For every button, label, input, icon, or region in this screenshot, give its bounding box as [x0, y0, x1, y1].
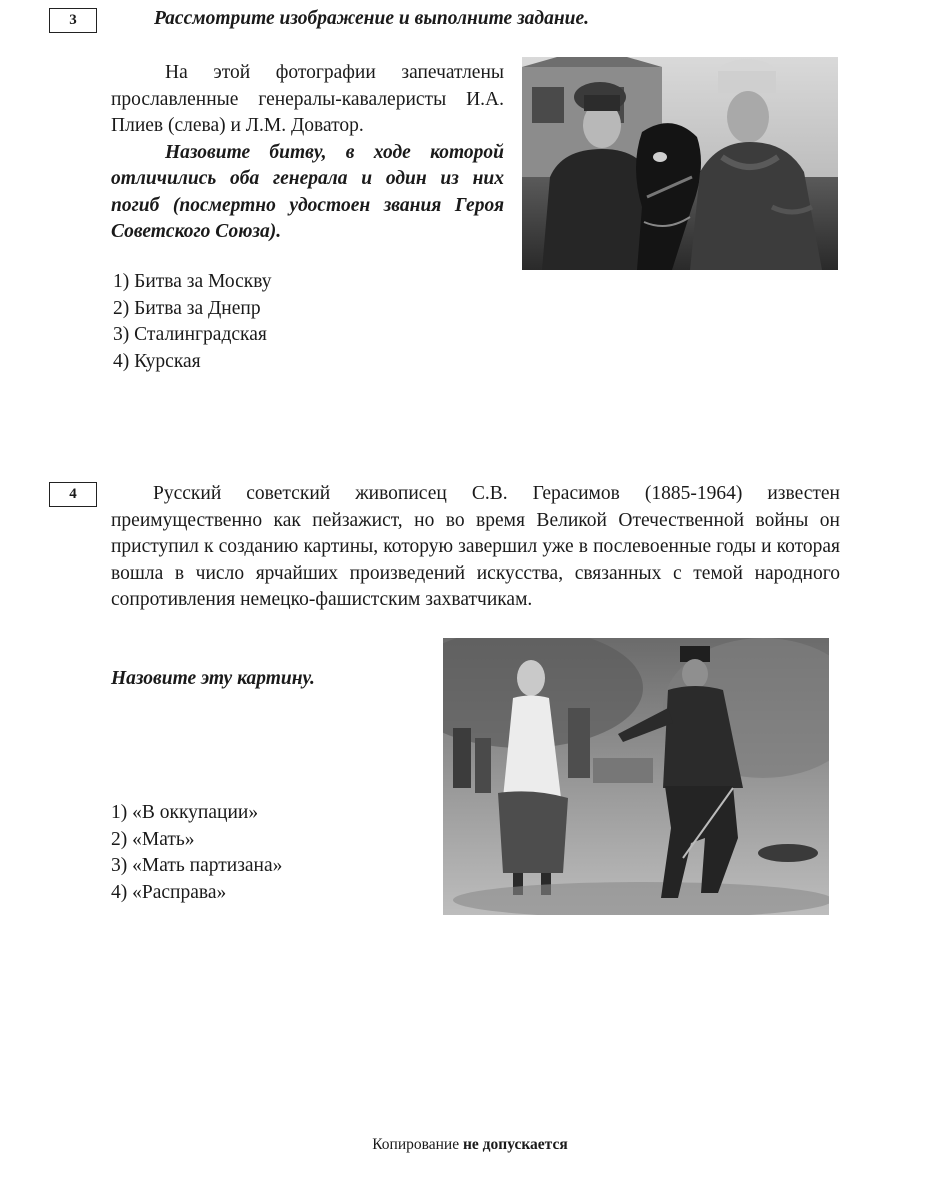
- task-3-number: 3: [49, 8, 97, 33]
- option: 2) «Мать»: [111, 828, 195, 850]
- copyright-footer: [0, 1136, 926, 1154]
- option: 1) Битва за Москву: [113, 271, 272, 292]
- task-3-text: [111, 60, 504, 246]
- task-4-question: Назовите эту картину.: [111, 668, 315, 689]
- footer-prefix: Копирование: [372, 1136, 460, 1153]
- task-4-description: Русский советский живописец С.В. Герасимов (1885-1964) известен преимущественно как пейзажист, но во время Великой Отечественной войны он приступил к созданию картины, которую завершил уже в послевоенные годы и которая вошла в число ярчайших произведений искусства, связанных с темой народного сопротивления немецко-фашистским захватчикам.: [111, 483, 840, 610]
- painting-image: [443, 638, 829, 915]
- option: 3) «Мать партизана»: [111, 855, 283, 876]
- task-4-text: [111, 481, 840, 614]
- task-4-options: [111, 800, 282, 906]
- option: 2) Битва за Днепр: [113, 297, 261, 319]
- task-4-number: 4: [49, 482, 97, 507]
- option: 4) «Расправа»: [111, 881, 227, 903]
- task-instruction: Рассмотрите изображение и выполните задание.: [154, 8, 590, 29]
- option: 1) «В оккупации»: [111, 802, 259, 823]
- task-3-description: На этой фотографии запечатлены прославленные генералы-кавалеристы И.А. Плиев (слева) и Л.М. Доватор.: [111, 62, 504, 136]
- option: 3) Сталинградская: [113, 324, 267, 345]
- footer-emphasis: не допускается: [462, 1136, 568, 1153]
- task-3-options: [113, 269, 272, 375]
- task-3-question: Назовите битву, в ходе которой отличились оба генерала и один из них погиб (посмертно удостоен звания Героя Советского Союза).: [111, 141, 504, 242]
- option: 4) Курская: [113, 350, 201, 372]
- generals-photo: [522, 57, 838, 270]
